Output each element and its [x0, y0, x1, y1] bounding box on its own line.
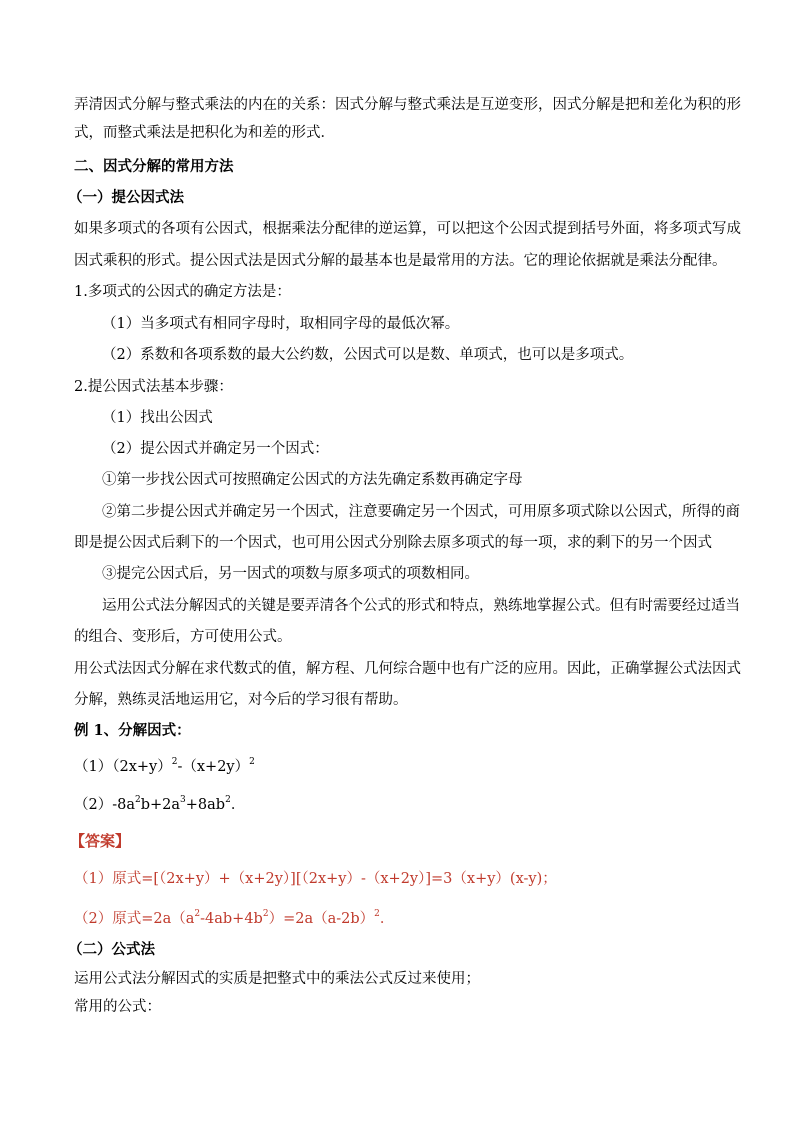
subsection-heading-2: （二）公式法 [68, 941, 155, 958]
paragraph-line: 分解，熟练灵活地运用它，对今后的学习很有帮助。 [74, 692, 408, 708]
paragraph-line: 运用公式法分解因式的关键是要弄清各个公式的形式和特点，熟练地掌握公式。但有时需要经过适当 [102, 598, 740, 614]
answer-line-1: （1）原式=[（2x+y）+（x+2y）][（2x+y）-（x+2y）]=3（x+y）(x-y)； [74, 871, 557, 887]
example-heading: 例 1、分解因式： [74, 722, 191, 739]
paragraph-line: 如果多项式的各项有公因式，根据乘法分配律的逆运算，可以把这个公因式提到括号外面，将多项式写成 [74, 221, 741, 237]
list-item: （1）找出公因式 [102, 410, 213, 426]
paragraph-line: 运用公式法分解因式的实质是把整式中的乘法公式反过来使用； [74, 971, 480, 987]
list-item: （2）系数和各项系数的最大公约数，公因式可以是数、单项式，也可以是多项式。 [102, 347, 634, 363]
paragraph-line: 的组合、变形后，方可使用公式。 [74, 629, 292, 645]
paragraph-line: 用公式法因式分解在求代数式的值，解方程、几何综合题中也有广泛的应用。因此，正确掌握公式法因式 [74, 661, 741, 677]
answer-line-2: （2）原式$=2a(a^2-4ab+4b^2)=2a(a-2b)^2$． [74, 909, 395, 927]
step-item: ③提完公因式后，另一因式的项数与原多项式的项数相同。 [102, 566, 479, 582]
intro-line-2: 式，而整式乘法是把积化为和差的形式． [74, 125, 335, 141]
answer-label: 【答案】 [70, 832, 131, 850]
step-item: ②第二步提公因式并确定另一个因式，注意要确定另一个因式，可用原多项式除以公因式，所得的商 [102, 504, 740, 520]
section-heading: 二、因式分解的常用方法 [74, 158, 234, 175]
intro-line-1: 弄清因式分解与整式乘法的内在的关系：因式分解与整式乘法是互逆变形，因式分解是把和差化为积的形 [74, 97, 741, 113]
list-item: （2）提公因式并确定另一个因式： [102, 441, 329, 457]
paragraph-line: 因式乘积的形式。提公因式法是因式分解的最基本也是最常用的方法。它的理论依据就是乘法分配律。 [74, 253, 727, 269]
example-question-2: $(2)-8a^2b+2a^3+8ab^2$． [74, 795, 246, 813]
subsection-heading-1: （一）提公因式法 [68, 189, 184, 206]
step-item: ①第一步找公因式可按照确定公因式的方法先确定系数再确定字母 [102, 472, 523, 488]
example-question-1: $(1)(2x+y)^2-(x+2y)^2$ [74, 757, 255, 775]
step-item-continued: 即是提公因式后剩下的一个因式，也可用公因式分别除去原多项式的每一项，求的剩下的另一个因式 [74, 535, 712, 551]
list-heading: 2.提公因式法基本步骤： [74, 379, 233, 395]
list-heading: 1.多项式的公因式的确定方法是： [74, 284, 291, 300]
paragraph-line: 常用的公式： [74, 999, 161, 1015]
list-item: （1）当多项式有相同字母时，取相同字母的最低次幂。 [102, 316, 460, 332]
